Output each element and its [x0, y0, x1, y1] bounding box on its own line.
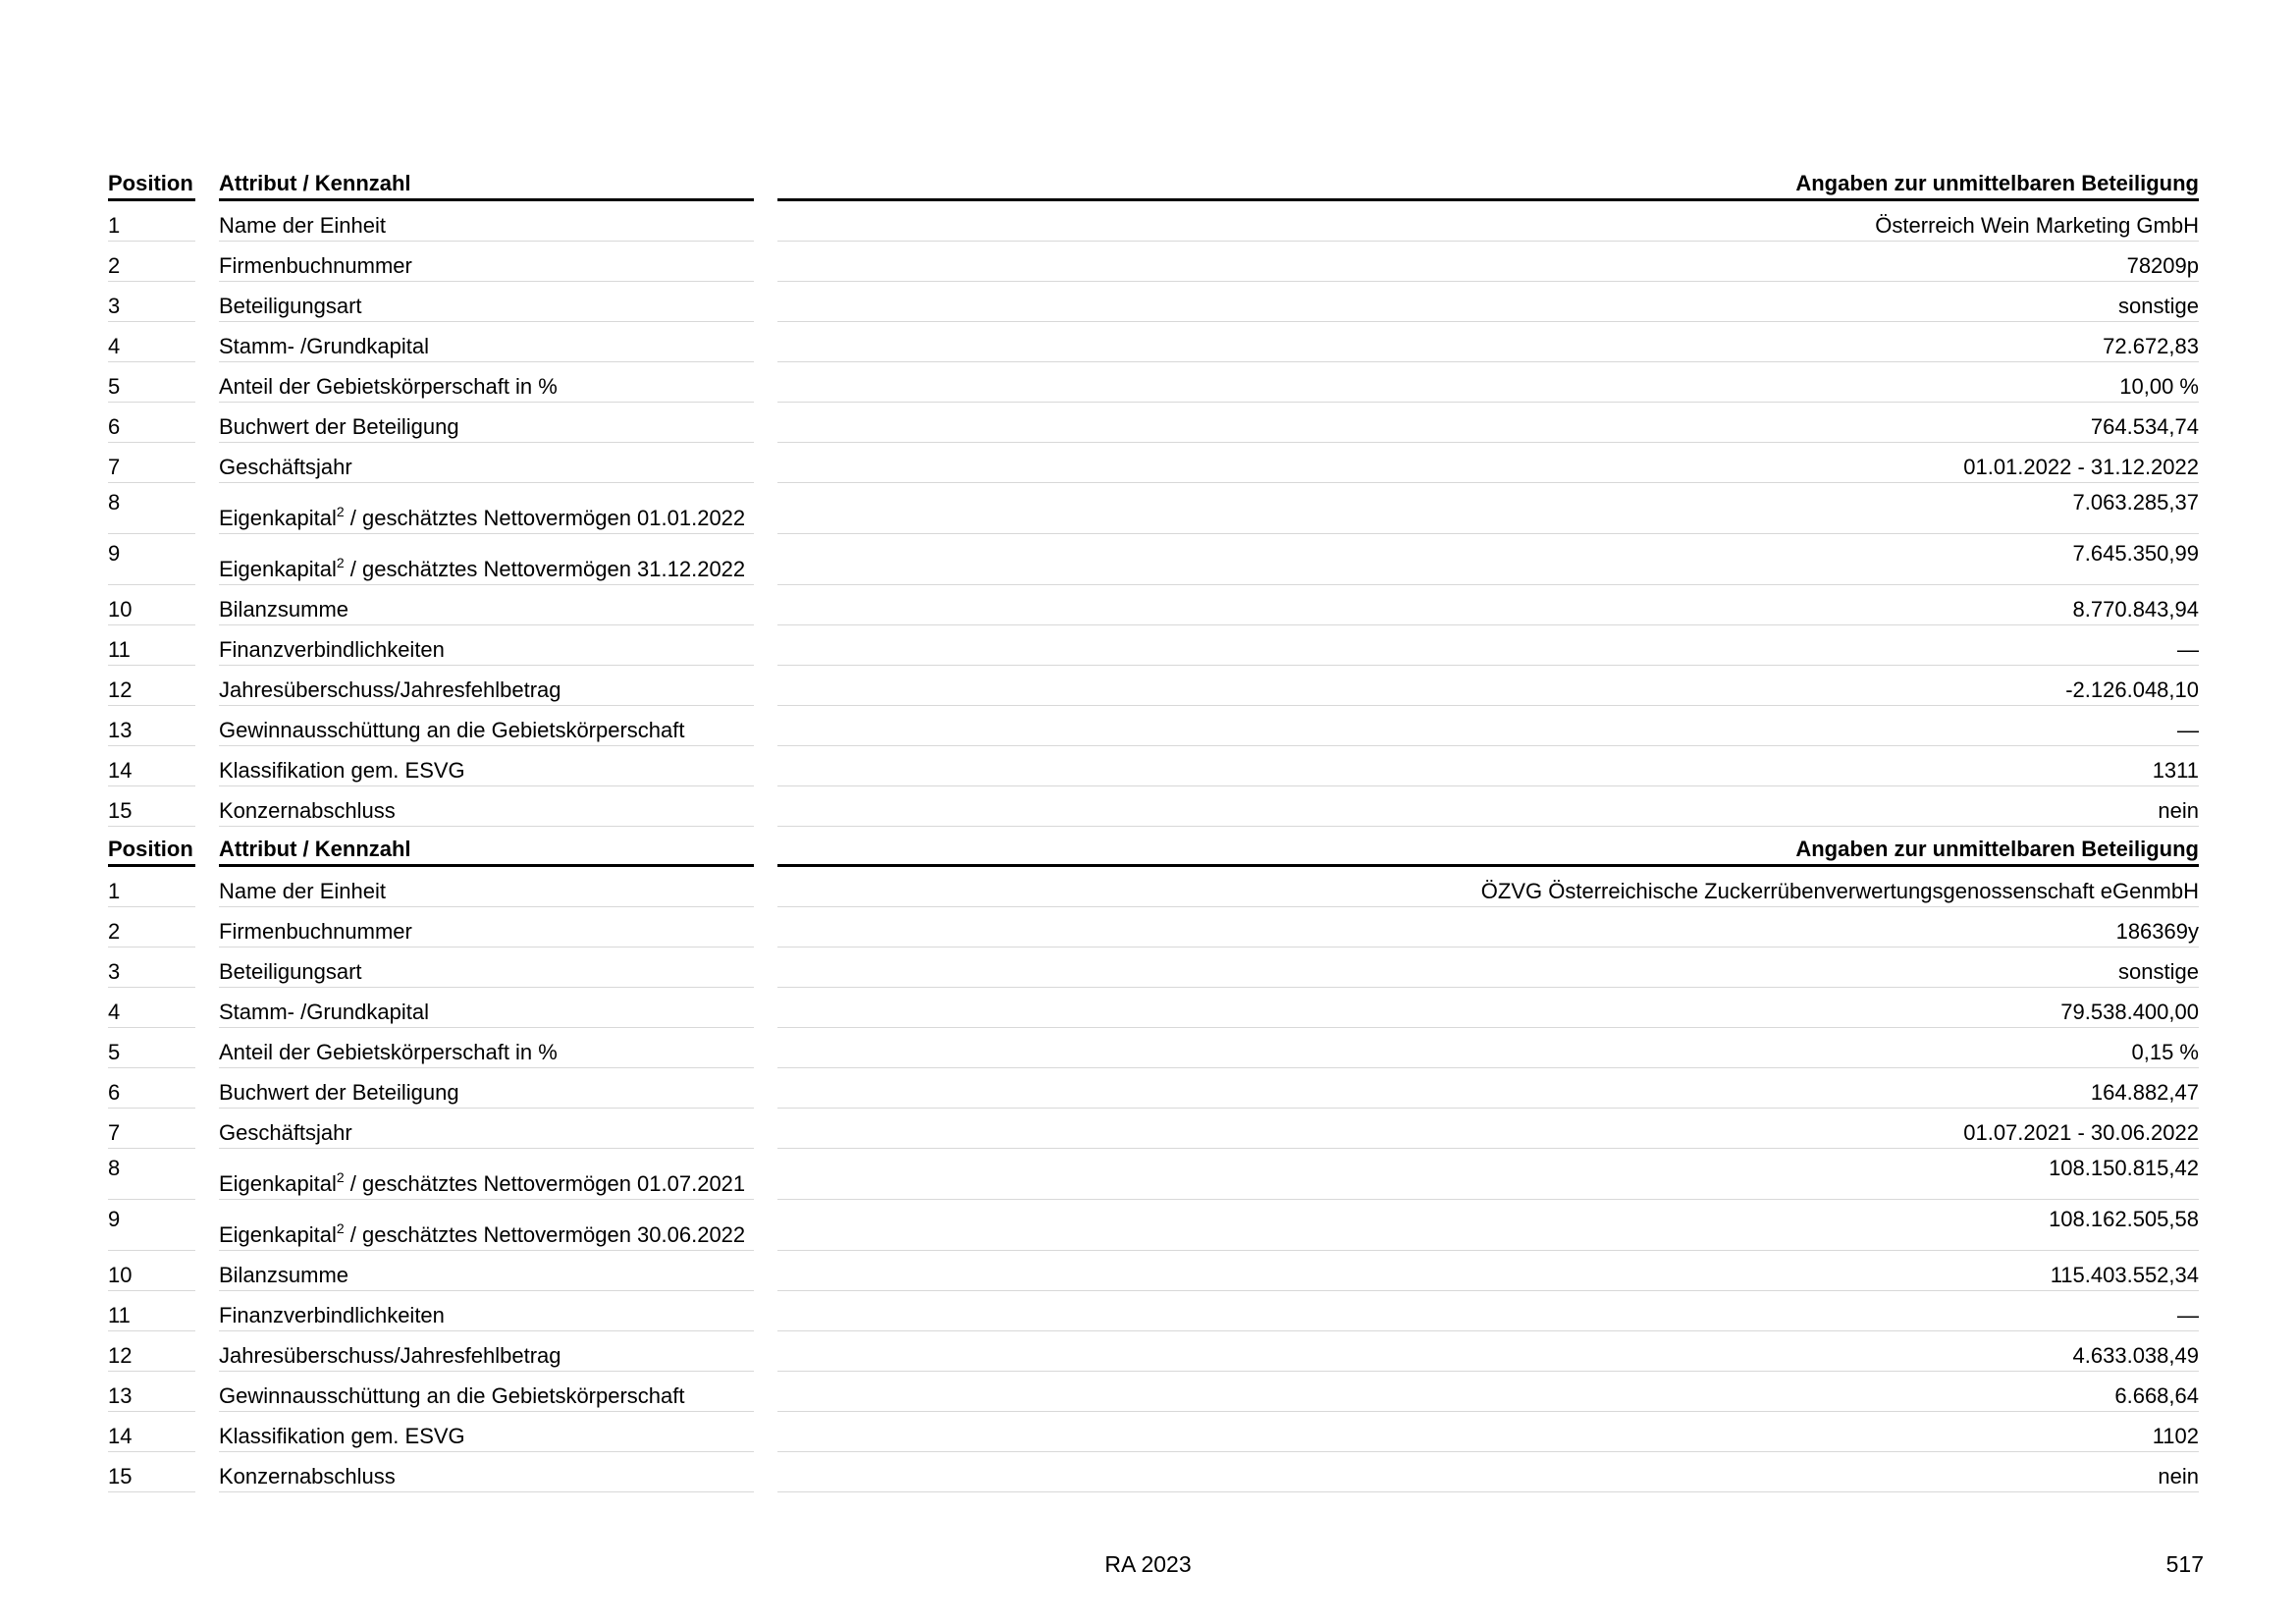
footnote-marker: 2	[336, 1220, 345, 1236]
table-row	[108, 625, 2199, 666]
attribute-label: Jahresüberschuss/Jahresfehlbetrag	[219, 1343, 561, 1368]
position-number: 3	[108, 947, 195, 988]
table-row	[108, 362, 2199, 403]
attribute-cell	[219, 1068, 754, 1109]
position-number: 5	[108, 1028, 195, 1068]
position-number: 15	[108, 786, 195, 827]
attribute-label: Konzernabschluss	[219, 798, 396, 823]
position-number: 15	[108, 1452, 195, 1492]
table-row	[108, 786, 2199, 827]
value-header: Angaben zur unmittelbaren Beteiligung	[777, 161, 2199, 201]
attribute-cell	[219, 362, 754, 403]
attribute-label: Geschäftsjahr	[219, 1120, 352, 1145]
table-row	[108, 1200, 2199, 1251]
attribute-label-suffix: / geschätztes Nettovermögen 31.12.2022	[344, 557, 746, 581]
attribute-label: Gewinnausschüttung an die Gebietskörperschaft	[219, 718, 685, 742]
value-cell: 72.672,83	[777, 322, 2199, 362]
attribute-cell	[219, 585, 754, 625]
value-cell: sonstige	[777, 282, 2199, 322]
attribute-cell	[219, 282, 754, 322]
position-header: Position	[108, 161, 195, 201]
attribute-cell	[219, 625, 754, 666]
table-row	[108, 201, 2199, 242]
value-cell: 8.770.843,94	[777, 585, 2199, 625]
attribute-label: Stamm- /Grundkapital	[219, 1000, 429, 1024]
value-cell: 1311	[777, 746, 2199, 786]
attribute-cell	[219, 746, 754, 786]
table-header-row	[108, 827, 2199, 867]
table-row	[108, 1251, 2199, 1291]
value-cell: 10,00 %	[777, 362, 2199, 403]
participation-tables	[108, 161, 2199, 1492]
attribute-cell	[219, 1028, 754, 1068]
attribute-label: Buchwert der Beteiligung	[219, 1080, 459, 1105]
value-cell: 1102	[777, 1412, 2199, 1452]
attribute-cell	[219, 1372, 754, 1412]
position-number: 7	[108, 443, 195, 483]
table-header-row	[108, 161, 2199, 201]
attribute-label: Klassifikation gem. ESVG	[219, 758, 465, 783]
attribute-label: Bilanzsumme	[219, 1263, 349, 1287]
value-cell: 186369y	[777, 907, 2199, 947]
position-number: 8	[108, 483, 195, 534]
value-cell: 0,15 %	[777, 1028, 2199, 1068]
table-row	[108, 1452, 2199, 1492]
table-row	[108, 666, 2199, 706]
position-number: 1	[108, 201, 195, 242]
position-number: 10	[108, 1251, 195, 1291]
position-number: 6	[108, 1068, 195, 1109]
attribute-label: Bilanzsumme	[219, 597, 349, 622]
attribute-header: Attribut / Kennzahl	[219, 161, 754, 201]
attribute-label: Eigenkapital	[219, 557, 337, 581]
value-cell: -2.126.048,10	[777, 666, 2199, 706]
table-row	[108, 403, 2199, 443]
value-cell: 108.150.815,42	[777, 1149, 2199, 1200]
position-number: 14	[108, 1412, 195, 1452]
value-cell: 764.534,74	[777, 403, 2199, 443]
value-cell: ÖZVG Österreichische Zuckerrübenverwertungsgenossenschaft eGenmbH	[777, 867, 2199, 907]
table-row	[108, 443, 2199, 483]
table-row	[108, 988, 2199, 1028]
table-row	[108, 1372, 2199, 1412]
value-cell: —	[777, 1291, 2199, 1331]
table-row	[108, 1291, 2199, 1331]
position-number: 1	[108, 867, 195, 907]
position-header: Position	[108, 827, 195, 867]
value-cell: nein	[777, 786, 2199, 827]
table-row	[108, 1149, 2199, 1200]
attribute-cell	[219, 1200, 754, 1251]
attribute-cell	[219, 947, 754, 988]
value-cell: 7.645.350,99	[777, 534, 2199, 585]
attribute-label: Geschäftsjahr	[219, 455, 352, 479]
attribute-label: Klassifikation gem. ESVG	[219, 1424, 465, 1448]
report-label: RA 2023	[1104, 1551, 1192, 1577]
table-row	[108, 706, 2199, 746]
value-header: Angaben zur unmittelbaren Beteiligung	[777, 827, 2199, 867]
footnote-marker: 2	[336, 504, 345, 519]
table-row	[108, 534, 2199, 585]
value-cell: —	[777, 625, 2199, 666]
value-cell: —	[777, 706, 2199, 746]
attribute-label: Anteil der Gebietskörperschaft in %	[219, 374, 558, 399]
attribute-label-suffix: / geschätztes Nettovermögen 01.07.2021	[344, 1171, 746, 1196]
attribute-label: Anteil der Gebietskörperschaft in %	[219, 1040, 558, 1064]
attribute-cell	[219, 483, 754, 534]
value-cell: 108.162.505,58	[777, 1200, 2199, 1251]
attribute-cell	[219, 322, 754, 362]
attribute-label: Firmenbuchnummer	[219, 919, 412, 944]
position-number: 7	[108, 1109, 195, 1149]
position-number: 9	[108, 1200, 195, 1251]
attribute-label: Buchwert der Beteiligung	[219, 414, 459, 439]
attribute-label: Finanzverbindlichkeiten	[219, 1303, 445, 1327]
position-number: 11	[108, 1291, 195, 1331]
attribute-cell	[219, 1251, 754, 1291]
value-cell: 01.07.2021 - 30.06.2022	[777, 1109, 2199, 1149]
attribute-cell	[219, 666, 754, 706]
position-number: 4	[108, 322, 195, 362]
position-number: 13	[108, 706, 195, 746]
table-row	[108, 322, 2199, 362]
attribute-label: Beteiligungsart	[219, 959, 362, 984]
value-cell: 78209p	[777, 242, 2199, 282]
attribute-cell	[219, 786, 754, 827]
position-number: 12	[108, 666, 195, 706]
position-number: 4	[108, 988, 195, 1028]
table-row	[108, 1331, 2199, 1372]
attribute-label: Stamm- /Grundkapital	[219, 334, 429, 358]
table-row	[108, 483, 2199, 534]
table-row	[108, 585, 2199, 625]
table-body	[108, 867, 2199, 1492]
position-number: 9	[108, 534, 195, 585]
position-number: 14	[108, 746, 195, 786]
attribute-label: Eigenkapital	[219, 506, 337, 530]
table-row	[108, 947, 2199, 988]
attribute-label: Gewinnausschüttung an die Gebietskörperschaft	[219, 1383, 685, 1408]
value-cell: 01.01.2022 - 31.12.2022	[777, 443, 2199, 483]
position-number: 2	[108, 242, 195, 282]
table-row	[108, 282, 2199, 322]
attribute-label: Name der Einheit	[219, 213, 386, 238]
attribute-label: Eigenkapital	[219, 1222, 337, 1247]
page-number: 517	[2165, 1551, 2204, 1577]
value-cell: sonstige	[777, 947, 2199, 988]
value-cell: 164.882,47	[777, 1068, 2199, 1109]
table-row	[108, 907, 2199, 947]
value-cell: 4.633.038,49	[777, 1331, 2199, 1372]
position-number: 6	[108, 403, 195, 443]
value-cell: nein	[777, 1452, 2199, 1492]
attribute-label: Konzernabschluss	[219, 1464, 396, 1489]
table-row	[108, 242, 2199, 282]
value-cell: 79.538.400,00	[777, 988, 2199, 1028]
attribute-cell	[219, 443, 754, 483]
position-number: 8	[108, 1149, 195, 1200]
attribute-label-suffix: / geschätztes Nettovermögen 01.01.2022	[344, 506, 746, 530]
footnote-marker: 2	[336, 555, 345, 570]
attribute-cell	[219, 403, 754, 443]
attribute-cell	[219, 907, 754, 947]
position-number: 13	[108, 1372, 195, 1412]
participation-table	[108, 161, 2199, 827]
position-number: 2	[108, 907, 195, 947]
attribute-label-suffix: / geschätztes Nettovermögen 30.06.2022	[344, 1222, 746, 1247]
position-number: 3	[108, 282, 195, 322]
position-number: 11	[108, 625, 195, 666]
value-cell: 115.403.552,34	[777, 1251, 2199, 1291]
table-row	[108, 1412, 2199, 1452]
position-number: 12	[108, 1331, 195, 1372]
attribute-cell	[219, 534, 754, 585]
participation-table	[108, 827, 2199, 1492]
attribute-cell	[219, 1331, 754, 1372]
attribute-cell	[219, 1452, 754, 1492]
table-row	[108, 1068, 2199, 1109]
attribute-cell	[219, 201, 754, 242]
attribute-cell	[219, 1412, 754, 1452]
table-row	[108, 746, 2199, 786]
attribute-cell	[219, 1291, 754, 1331]
attribute-header: Attribut / Kennzahl	[219, 827, 754, 867]
attribute-cell	[219, 706, 754, 746]
attribute-label: Firmenbuchnummer	[219, 253, 412, 278]
attribute-cell	[219, 1109, 754, 1149]
position-number: 10	[108, 585, 195, 625]
attribute-cell	[219, 242, 754, 282]
value-cell: Österreich Wein Marketing GmbH	[777, 201, 2199, 242]
table-row	[108, 1028, 2199, 1068]
attribute-label: Name der Einheit	[219, 879, 386, 903]
table-row	[108, 867, 2199, 907]
position-number: 5	[108, 362, 195, 403]
value-cell: 6.668,64	[777, 1372, 2199, 1412]
attribute-label: Eigenkapital	[219, 1171, 337, 1196]
table-row	[108, 1109, 2199, 1149]
attribute-label: Finanzverbindlichkeiten	[219, 637, 445, 662]
attribute-label: Beteiligungsart	[219, 294, 362, 318]
value-cell: 7.063.285,37	[777, 483, 2199, 534]
attribute-cell	[219, 988, 754, 1028]
table-body	[108, 201, 2199, 827]
footnote-marker: 2	[336, 1169, 345, 1185]
attribute-cell	[219, 867, 754, 907]
attribute-cell	[219, 1149, 754, 1200]
attribute-label: Jahresüberschuss/Jahresfehlbetrag	[219, 677, 561, 702]
